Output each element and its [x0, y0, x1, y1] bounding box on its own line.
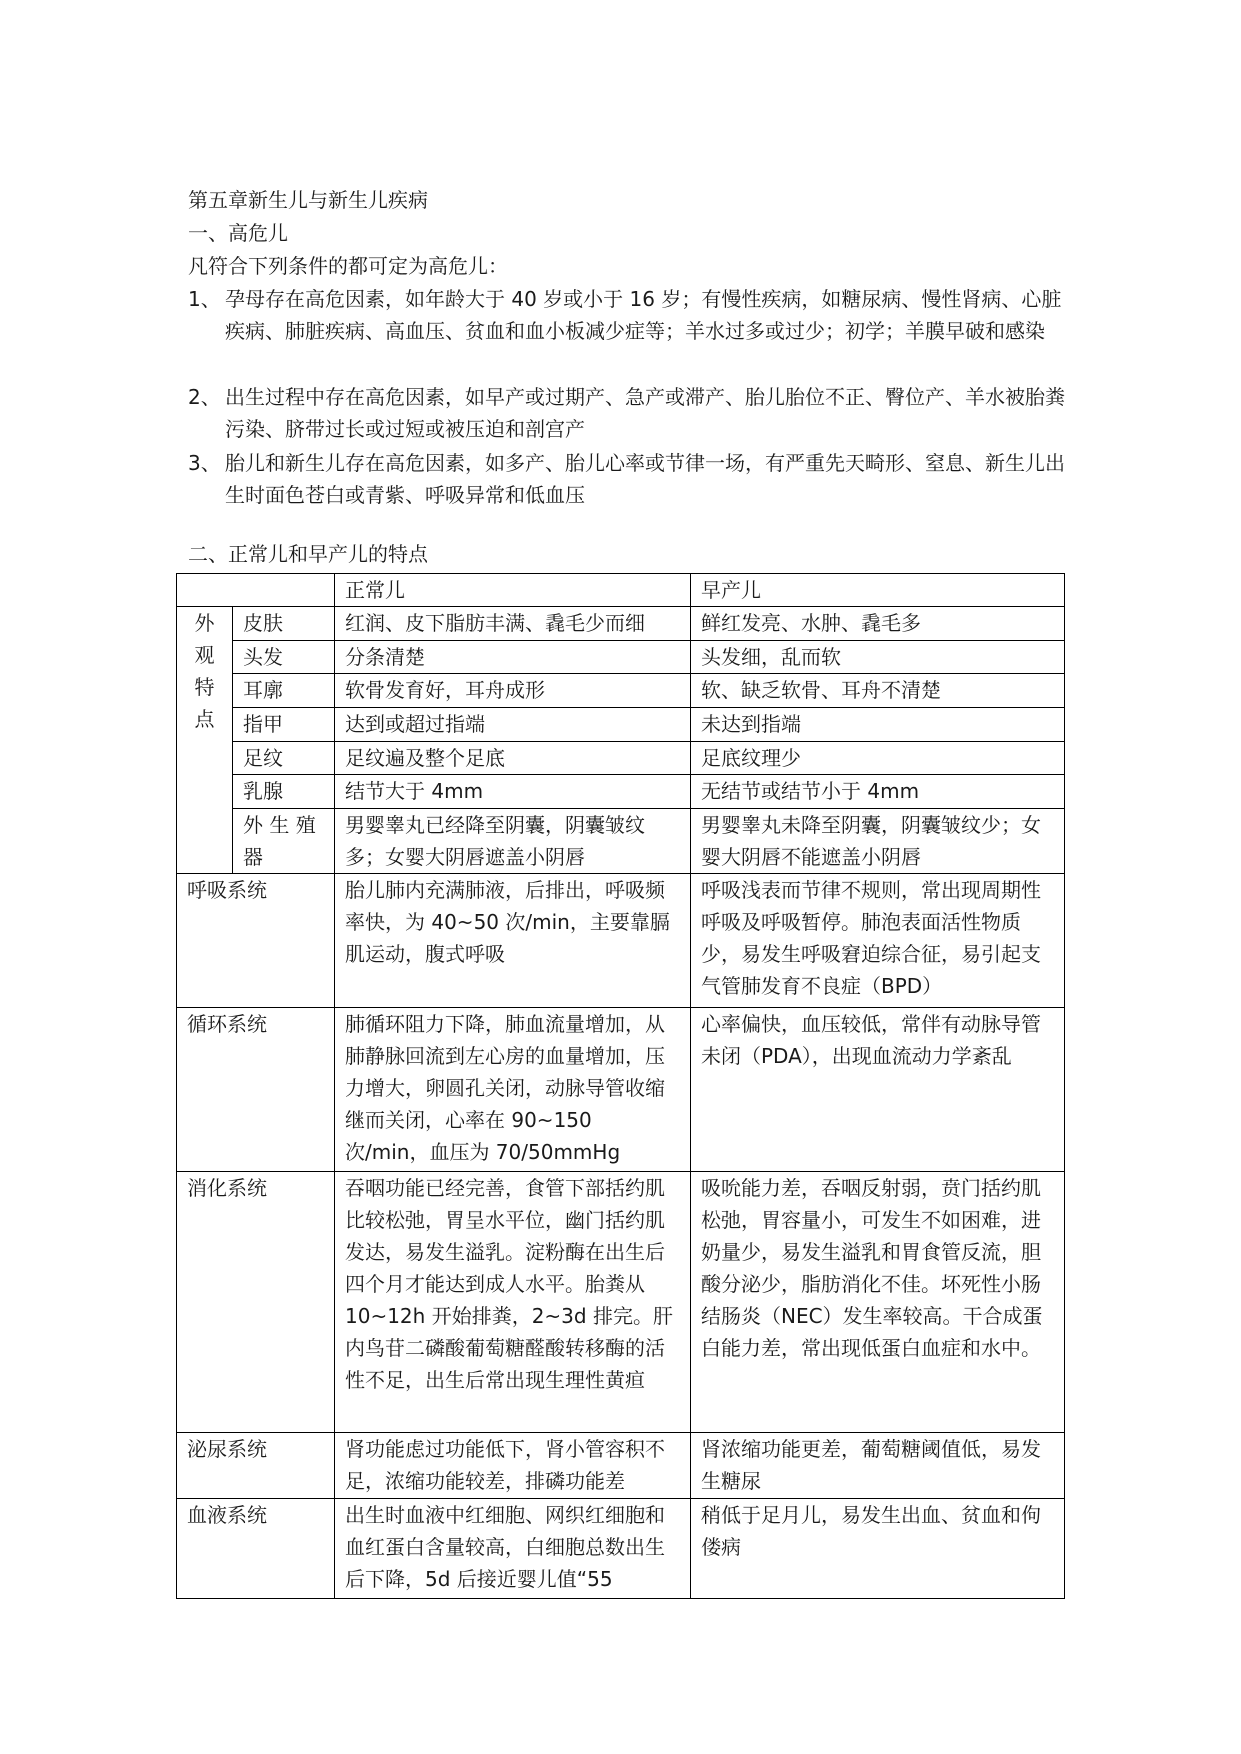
table-row	[177, 1499, 1065, 1599]
appearance-group-label: 外 观 特 点	[177, 607, 233, 874]
row-label: 乳腺	[233, 775, 335, 809]
preterm-cell: 呼吸浅表而节律不规则，常出现周期性呼吸及呼吸暂停。肺泡表面活性物质少，易发生呼吸窘迫综合征，易引起支气管肺发育不良症（BPD）	[691, 874, 1065, 1008]
list-number: 1、	[188, 287, 221, 311]
preterm-cell: 心率偏快，血压较低，常伴有动脉导管未闭（PDA），出现血流动力学紊乱	[691, 1008, 1065, 1172]
table-row	[177, 674, 1065, 708]
table-row	[177, 874, 1065, 1008]
preterm-cell: 吸吮能力差，吞咽反射弱，贲门括约肌松弛，胃容量小，可发生不如困难，进奶量少，易发生溢乳和胃食管反流，胆酸分泌少，脂肪消化不佳。坏死性小肠结肠炎（NEC）发生率较高。干合成蛋白能力差，常出现低蛋白血症和水中。	[691, 1172, 1065, 1433]
table-row	[177, 1433, 1065, 1499]
table-row	[177, 809, 1065, 874]
table-row	[177, 742, 1065, 775]
table-row	[177, 607, 1065, 641]
preterm-cell: 头发细，乱而软	[691, 641, 1065, 674]
row-label: 耳廓	[233, 674, 335, 708]
preterm-cell: 男婴睾丸未降至阴囊，阴囊皱纹少；女婴大阴唇不能遮盖小阴唇	[691, 809, 1065, 874]
list-item	[188, 283, 1068, 347]
table-row	[177, 1172, 1065, 1433]
preterm-cell: 足底纹理少	[691, 742, 1065, 775]
row-label: 血液系统	[177, 1499, 335, 1599]
row-label: 外 生 殖 器	[233, 809, 335, 874]
table-header-row	[177, 574, 1065, 607]
list-text: 胎儿和新生儿存在高危因素，如多产、胎儿心率或节律一场，有严重先天畸形、窒息、新生儿出生时面色苍白或青紫、呼吸异常和低血压	[225, 451, 1065, 507]
normal-cell: 结节大于 4mm	[335, 775, 691, 809]
normal-cell: 达到或超过指端	[335, 708, 691, 742]
list-text: 出生过程中存在高危因素，如早产或过期产、急产或滞产、胎儿胎位不正、臀位产、羊水被胎粪污染、脐带过长或过短或被压迫和剖宫产	[225, 385, 1065, 441]
preterm-cell: 无结节或结节小于 4mm	[691, 775, 1065, 809]
normal-cell: 软骨发育好，耳舟成形	[335, 674, 691, 708]
list-number: 2、	[188, 385, 221, 409]
row-label: 泌尿系统	[177, 1433, 335, 1499]
table-row	[177, 775, 1065, 809]
list-item	[188, 447, 1068, 511]
list-text: 孕母存在高危因素，如年龄大于 40 岁或小于 16 岁；有慢性疾病，如糖尿病、慢性肾病、心脏疾病、肺脏疾病、高血压、贫血和血小板减少症等；羊水过多或过少；初学；羊膜早破和感染	[225, 287, 1062, 343]
table-row	[177, 641, 1065, 674]
section-1-title: 一、高危儿	[188, 221, 288, 245]
normal-cell: 肺循环阻力下降，肺血流量增加，从肺静脉回流到左心房的血量增加，压力增大，卵圆孔关闭，动脉导管收缩继而关闭，心率在 90~150 次/min，血压为 70/50mmHg	[335, 1008, 691, 1172]
header-cell-preterm: 早产儿	[691, 574, 1065, 607]
row-label: 指甲	[233, 708, 335, 742]
normal-cell: 出生时血液中红细胞、网织红细胞和血红蛋白含量较高，白细胞总数出生后下降，5d 后接近婴儿值“55	[335, 1499, 691, 1599]
row-label: 皮肤	[233, 607, 335, 641]
table-row	[177, 1008, 1065, 1172]
preterm-cell: 软、缺乏软骨、耳舟不清楚	[691, 674, 1065, 708]
header-cell-normal: 正常儿	[335, 574, 691, 607]
preterm-cell: 稍低于足月儿，易发生出血、贫血和佝偻病	[691, 1499, 1065, 1599]
intro-text: 凡符合下列条件的都可定为高危儿：	[188, 254, 508, 278]
row-label: 呼吸系统	[177, 874, 335, 1008]
normal-cell: 肾功能虑过功能低下，肾小管容积不足，浓缩功能较差，排磷功能差	[335, 1433, 691, 1499]
row-label: 循环系统	[177, 1008, 335, 1172]
chapter-title: 第五章新生儿与新生儿疾病	[188, 188, 428, 212]
row-label: 消化系统	[177, 1172, 335, 1433]
preterm-cell: 肾浓缩功能更差，葡萄糖阈值低，易发生糖尿	[691, 1433, 1065, 1499]
normal-cell: 红润、皮下脂肪丰满、毳毛少而细	[335, 607, 691, 641]
normal-cell: 足纹遍及整个足底	[335, 742, 691, 775]
preterm-cell: 未达到指端	[691, 708, 1065, 742]
normal-cell: 男婴睾丸已经降至阴囊，阴囊皱纹多；女婴大阴唇遮盖小阴唇	[335, 809, 691, 874]
comparison-table	[176, 573, 1065, 1599]
row-label: 足纹	[233, 742, 335, 775]
table-row	[177, 708, 1065, 742]
normal-cell: 吞咽功能已经完善，食管下部括约肌比较松弛，胃呈水平位，幽门括约肌发达，易发生溢乳。淀粉酶在出生后四个月才能达到成人水平。胎粪从 10~12h 开始排粪，2~3d 排完。肝内鸟苷二磷酸葡萄糖醛酸转移酶的活性不足，出生后常出现生理性黄疸	[335, 1172, 691, 1433]
section-2-title: 二、正常儿和早产儿的特点	[188, 542, 428, 566]
row-label: 头发	[233, 641, 335, 674]
list-number: 3、	[188, 451, 221, 475]
preterm-cell: 鲜红发亮、水肿、毳毛多	[691, 607, 1065, 641]
list-item	[188, 381, 1068, 445]
normal-cell: 分条清楚	[335, 641, 691, 674]
normal-cell: 胎儿肺内充满肺液，后排出，呼吸频率快，为 40~50 次/min，主要靠膈肌运动，腹式呼吸	[335, 874, 691, 1008]
header-cell-empty	[177, 574, 335, 607]
